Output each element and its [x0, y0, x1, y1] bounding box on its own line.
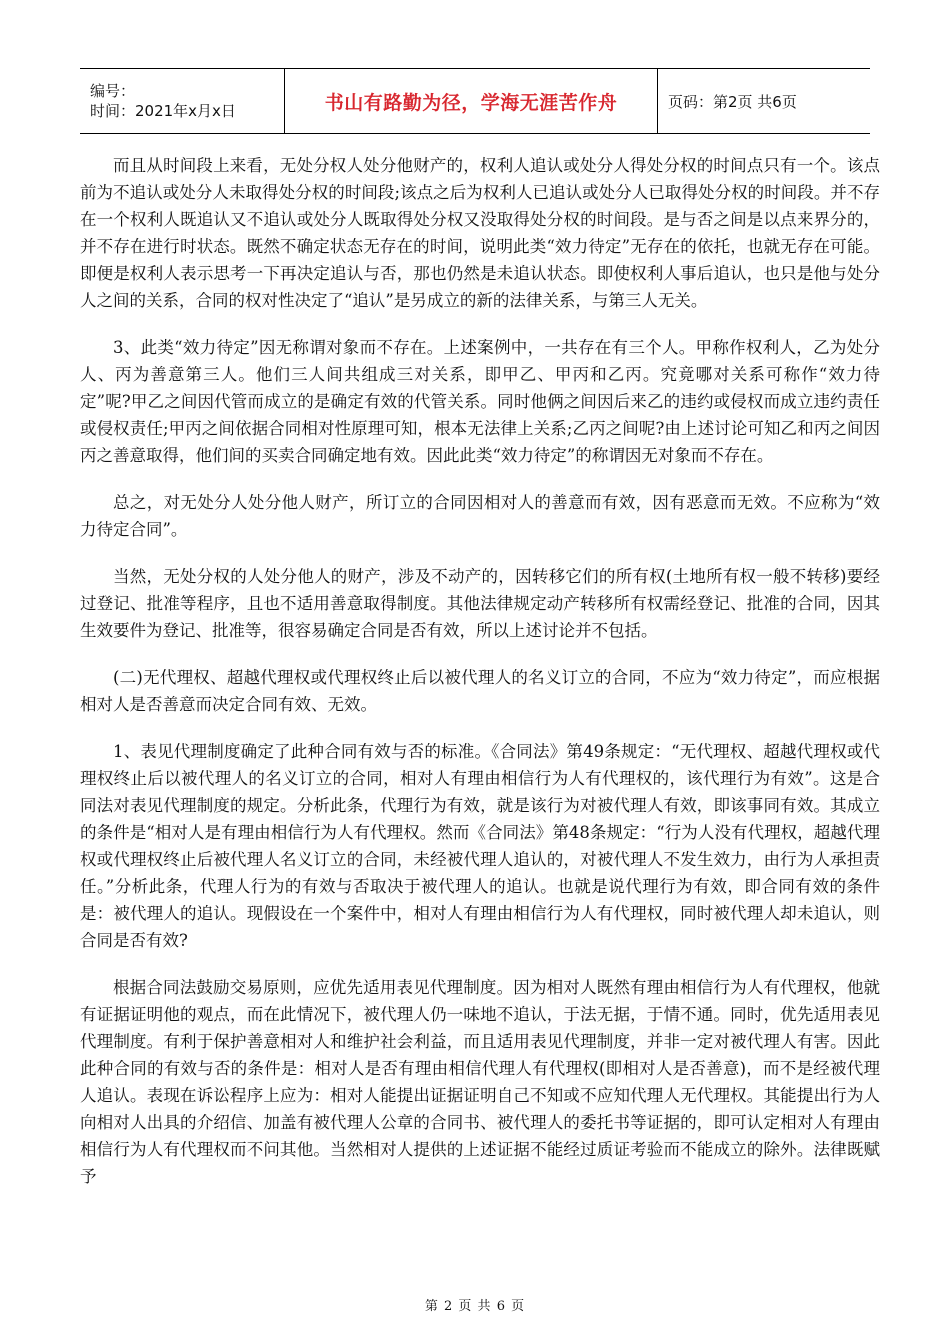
document-body: [80, 152, 880, 1210]
body-paragraph: 根据合同法鼓励交易原则，应优先适用表见代理制度。因为相对人既然有理由相信行为人有代理权，他就有证据证明他的观点，而在此情况下，被代理人仍一味地不追认，于法无据，于情不通。同时，优先适用表见代理制度。有利于保护善意相对人和维护社会利益，而且适用表见代理制度，并非一定对被代理人有害。因此此种合同的有效与否的条件是：相对人是否有理由相信代理人有代理权(即相对人是否善意)，而不是经被代理人追认。表现在诉讼程序上应为：相对人能提出证据证明自己不知或不应知代理人无代理权。其能提出行为人向相对人出具的介绍信、加盖有被代理人公章的合同书、被代理人的委托书等证据的，即可认定相对人有理由相信行为人有代理权而不问其他。当然相对人提供的上述证据不能经过质证考验而不能成立的除外。法律既赋予: [80, 978, 880, 1186]
header-motto-cell: [284, 69, 658, 133]
body-paragraph: 而且从时间段上来看，无处分权人处分他财产的，权利人追认或处分人得处分权的时间点只有一个。该点前为不追认或处分人未取得处分权的时间段;该点之后为权利人已追认或处分人已取得处分权的时间段。并不存在一个权利人既追认又不追认或处分人既取得处分权又没取得处分权的时间段。是与否之间是以点来界分的，并不存在进行时状态。既然不确定状态无存在的时间，说明此类“效力待定”无存在的依托，也就无存在可能。即便是权利人表示思考一下再决定追认与否，那也仍然是未追认状态。即使权利人事后追认，也只是他与处分人之间的关系，合同的权对性决定了“追认”是另成立的新的法律关系，与第三人无关。: [80, 156, 880, 310]
body-paragraph: 1、表见代理制度确定了此种合同有效与否的标准。《合同法》第49条规定：“无代理权、超越代理权或代理权终止后以被代理人的名义订立的合同，相对人有理由相信行为人有代理权的，该代理行为有效”。这是合同法对表见代理制度的规定。分析此条，代理行为有效，就是该行为对被代理人有效，即该事同有效。其成立的条件是“相对人是有理由相信行为人有代理权。然而《合同法》第48条规定：“行为人没有代理权，超越代理权或代理权终止后被代理人名义订立的合同，未经被代理人追认的，对被代理人不发生效力，由行为人承担责任。”分析此条，代理人行为的有效与否取决于被代理人的追认。也就是说代理行为有效，即合同有效的条件是：被代理人的追认。现假设在一个案件中，相对人有理由相信行为人有代理权，同时被代理人却未追认，则合同是否有效?: [80, 742, 880, 950]
document-number-label: 编号：: [90, 82, 136, 100]
body-paragraph: 总之，对无处分人处分他人财产，所订立的合同因相对人的善意而有效，因有恶意而无效。不应称为“效力待定合同”。: [80, 493, 880, 539]
page-footer: 第 2 页 共 6 页: [424, 1299, 526, 1314]
body-paragraph: 当然，无处分权的人处分他人的财产，涉及不动产的，因转移它们的所有权(土地所有权一般不转移)要经过登记、批准等程序，且也不适用善意取得制度。其他法律规定动产转移所有权需经登记、批准的合同，因其生效要件为登记、批准等，很容易确定合同是否有效，所以上述讨论并不包括。: [80, 567, 880, 640]
header-page-cell: [658, 69, 870, 133]
body-paragraph: 3、此类“效力待定”因无称谓对象而不存在。上述案例中，一共存在有三个人。甲称作权利人，乙为处分人、丙为善意第三人。他们三人间共组成三对关系，即甲乙、甲丙和乙丙。究竟哪对关系可称作“效力待定”呢?甲乙之间因代管而成立的是确定有效的代管关系。同时他俩之间因后来乙的违约或侵权而成立违约责任或侵权责任;甲丙之间依据合同相对性原理可知，根本无法律上关系;乙丙之间呢?由上述讨论可知乙和丙之间因丙之善意取得，他们间的买卖合同确定地有效。因此此类“效力待定”的称谓因无对象而不存在。: [80, 338, 880, 465]
page-header: [80, 68, 870, 134]
body-paragraph: (二)无代理权、超越代理权或代理权终止后以被代理人的名义订立的合同，不应为“效力待定”，而应根据相对人是否善意而决定合同有效、无效。: [80, 668, 880, 714]
header-page-label: 页码：第2页 共6页: [668, 92, 797, 111]
header-motto: 书山有路勤为径，学海无涯苦作舟: [324, 91, 618, 114]
header-meta: [80, 69, 284, 133]
document-date-label: 时间：2021年x月x日: [90, 102, 236, 120]
